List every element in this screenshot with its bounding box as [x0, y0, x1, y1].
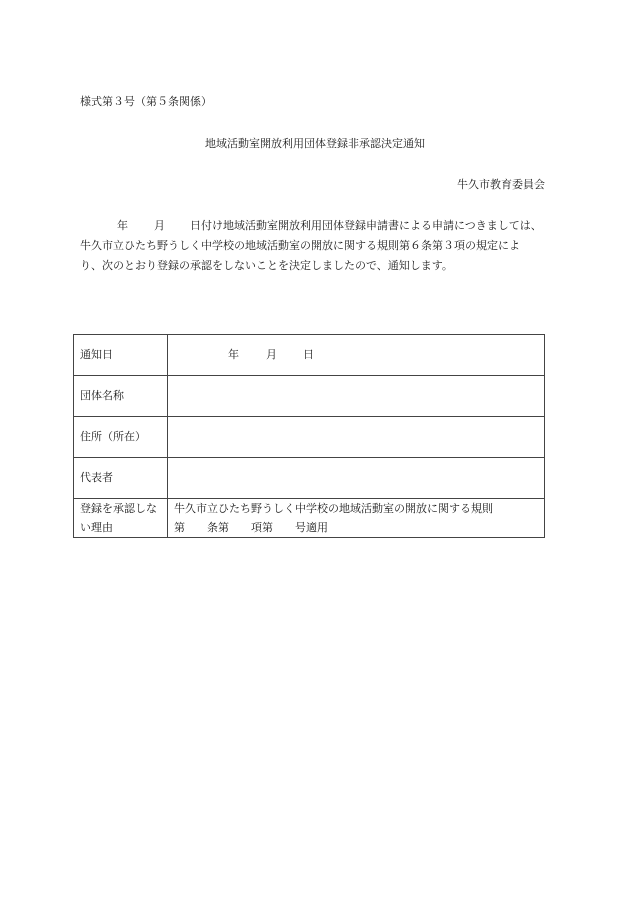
- body-line-1: [80, 216, 560, 236]
- notice-date-year: 年: [228, 348, 239, 362]
- body-year-mark: 年: [117, 219, 128, 232]
- table-row-representative: [74, 458, 545, 499]
- address-label: 住所（所在）: [74, 417, 168, 458]
- reason-dai: 第: [174, 521, 185, 534]
- reason-line-2: [174, 518, 538, 537]
- notice-date-month: 月: [266, 348, 277, 362]
- reason-value: [168, 499, 545, 538]
- document-title: 地域活動室開放利用団体登録非承認決定通知: [205, 137, 425, 150]
- representative-value: [168, 458, 545, 499]
- body-line-2: 牛久市立ひたち野うしく中学校の地域活動室の開放に関する規則第６条第３項の規定によ: [80, 239, 520, 252]
- group-name-label: 団体名称: [74, 376, 168, 417]
- table-row-group-name: [74, 376, 545, 417]
- form-number: 様式第３号（第５条関係）: [80, 95, 212, 108]
- group-name-value: [168, 376, 545, 417]
- notice-date-day: 日: [303, 348, 314, 362]
- reason-label: 登録を承認しない理由: [74, 499, 168, 538]
- table-row-reason: [74, 499, 545, 538]
- notice-date-value: [168, 335, 545, 376]
- notice-date-label: 通知日: [74, 335, 168, 376]
- representative-label: 代表者: [74, 458, 168, 499]
- table-row-notice-date: [74, 335, 545, 376]
- body-month-mark: 月: [154, 219, 165, 232]
- table-row-address: [74, 417, 545, 458]
- body-line-3: り、次のとおり登録の承認をしないことを決定しましたので、通知します。: [80, 259, 453, 272]
- notice-info-table: [73, 334, 545, 538]
- issuer-name: 牛久市教育委員会: [457, 178, 545, 191]
- body-line-1-text: 日付け地域活動室開放利用団体登録申請書による申請につきましては、: [190, 219, 542, 232]
- reason-gou: 号適用: [295, 521, 328, 534]
- reason-line-1: 牛久市立ひたち野うしく中学校の地域活動室の開放に関する規則: [174, 502, 493, 515]
- address-value: [168, 417, 545, 458]
- reason-jou: 条第: [207, 521, 229, 534]
- notice-body: [80, 216, 560, 276]
- reason-kou: 項第: [251, 521, 273, 534]
